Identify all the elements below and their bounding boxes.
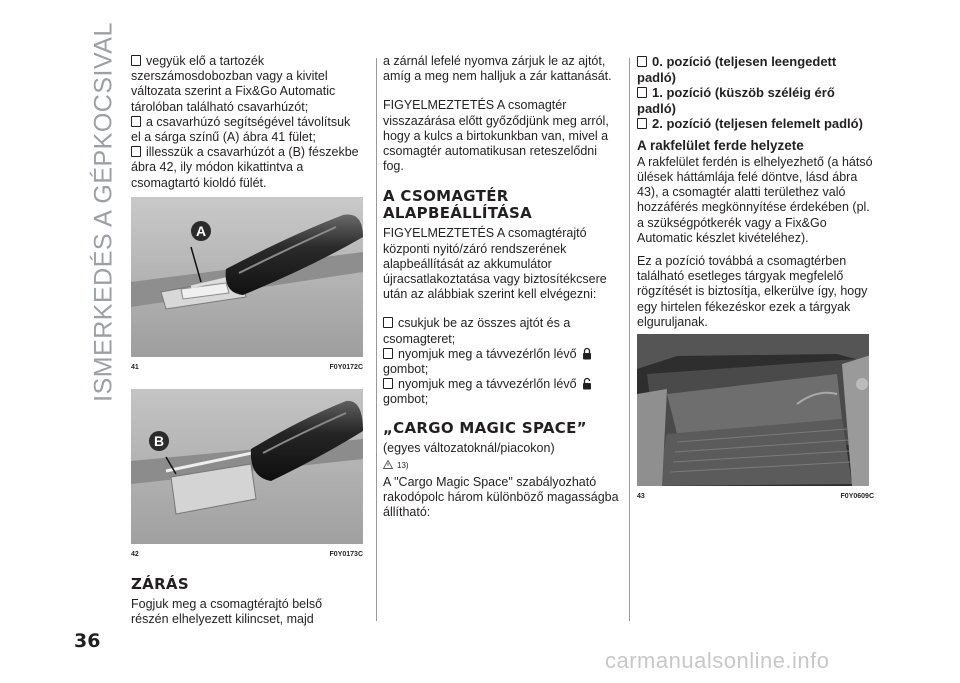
list-item: 2. pozíció (teljesen felemelt padló) [637, 116, 874, 132]
callout-a: A [195, 222, 207, 239]
list-item: vegyük elő a tartozék szerszámosdobozban vagy a kivitel változata szerint a Fix&Go Automatic tárolóban található csavarhúzót; [131, 54, 336, 114]
subheading: A rakfelület ferde helyzete [637, 137, 804, 153]
column-divider-2 [629, 58, 630, 621]
paragraph: A "Cargo Magic Space" szabályozható rakodópolc három különböző magasságba állítható: [383, 475, 619, 520]
warning-reference: 13) [383, 458, 619, 473]
checkbox-icon [383, 378, 393, 389]
paragraph: Ez a pozíció továbbá a csomagtérben található esetleges tárgyak megfelelő rögzítését is biztosítja, elkerülve így, hogy egy hirtelen fékezéskor ezek a tárgyak elguruljanak. [637, 253, 868, 329]
watermark: carmanualsonline.info [605, 648, 830, 673]
column-divider-1 [376, 58, 377, 621]
list-item: csukjuk be az összes ajtót és a csomagteret; [383, 316, 571, 346]
list-item: nyomjuk meg a távvezérlőn lévő gombot; [383, 377, 619, 407]
checkbox-icon [637, 118, 647, 129]
paragraph: Fogjuk meg a csomagtérajtó belső részén elhelyezett kilincset, majd [131, 597, 323, 627]
paragraph: A rakfelület ferdén is elhelyezhető (a hátsó ülések háttámlája felé döntve, lásd ábra 43), a csomagtér alatti területhez való hozzáférés megkönnyítése érdekében (pl. a szükségpótkerék vagy a Fix&Go Automatic készlet kivételéhez). [637, 154, 873, 245]
list-item: 1. pozíció (küszöb széléig érő padló) [637, 85, 835, 116]
list-item: illesszük a csavarhúzót a (B) fészekbe ábra 42, ily módon kikattintva a csomagtartó kioldó fülét. [131, 145, 359, 190]
figure-42 [131, 389, 363, 544]
warning-icon [383, 460, 393, 469]
paragraph: FIGYELMEZTETÉS A csomagtér visszazárása előtt győződjünk meg arról, hogy a kulcs a birtokunkban van, mivel a csomagtér automatikusan reteszelődni fog. [383, 98, 609, 174]
unlock-icon [582, 377, 592, 390]
chapter-sidebar [84, 22, 124, 402]
figure-caption: 42 F0Y0173C [131, 551, 363, 559]
callout-b: B [153, 433, 165, 450]
section-heading: ZÁRÁS [131, 575, 189, 594]
list-item: 0. pozíció (teljesen leengedett padló) [637, 54, 837, 85]
figure-43 [637, 334, 869, 486]
column-1 [131, 54, 363, 636]
column-3 [637, 54, 874, 518]
page-number: 36 [74, 630, 101, 652]
figure-caption: 41 F0Y0172C [131, 363, 363, 371]
checkbox-icon [131, 55, 141, 66]
paragraph: (egyes változatoknál/piacokon) [383, 440, 555, 455]
figure-caption: 43 F0Y0609C [637, 492, 874, 500]
figure-41 [131, 197, 363, 357]
checkbox-icon [131, 146, 141, 157]
checkbox-icon [383, 348, 393, 359]
list-item: nyomjuk meg a távvezérlőn lévő gombot; [383, 347, 619, 377]
paragraph: FIGYELMEZTETÉS A csomagtérajtó központi nyitó/záró rendszerének alapbeállítását az akkumulátor újracsatlakoztatása vagy biztosítékcsere után az alábbiak szerint kell elvégezni: [383, 226, 607, 302]
checkbox-icon [383, 317, 393, 328]
section-heading: A CSOMAGTÉR ALAPBEÁLLÍTÁSA [383, 187, 533, 223]
cargo-floor-photo [637, 334, 869, 486]
checkbox-icon [131, 116, 141, 127]
lock-icon [582, 347, 592, 360]
section-heading: „CARGO MAGIC SPACE” [383, 418, 587, 437]
screwdriver-photo-a [131, 197, 363, 357]
checkbox-icon [637, 56, 647, 67]
chapter-title: ISMERKEDÉS A GÉPKOCSIVAL [89, 22, 118, 402]
column-2 [383, 54, 619, 529]
checkbox-icon [637, 87, 647, 98]
screwdriver-photo-b [131, 389, 363, 544]
paragraph: a zárnál lefelé nyomva zárjuk le az ajtót, amíg a meg nem halljuk a zár kattanását. [383, 54, 612, 84]
list-item: a csavarhúzó segítségével távolítsuk el a sárga színű (A) ábra 41 fület; [131, 114, 351, 145]
